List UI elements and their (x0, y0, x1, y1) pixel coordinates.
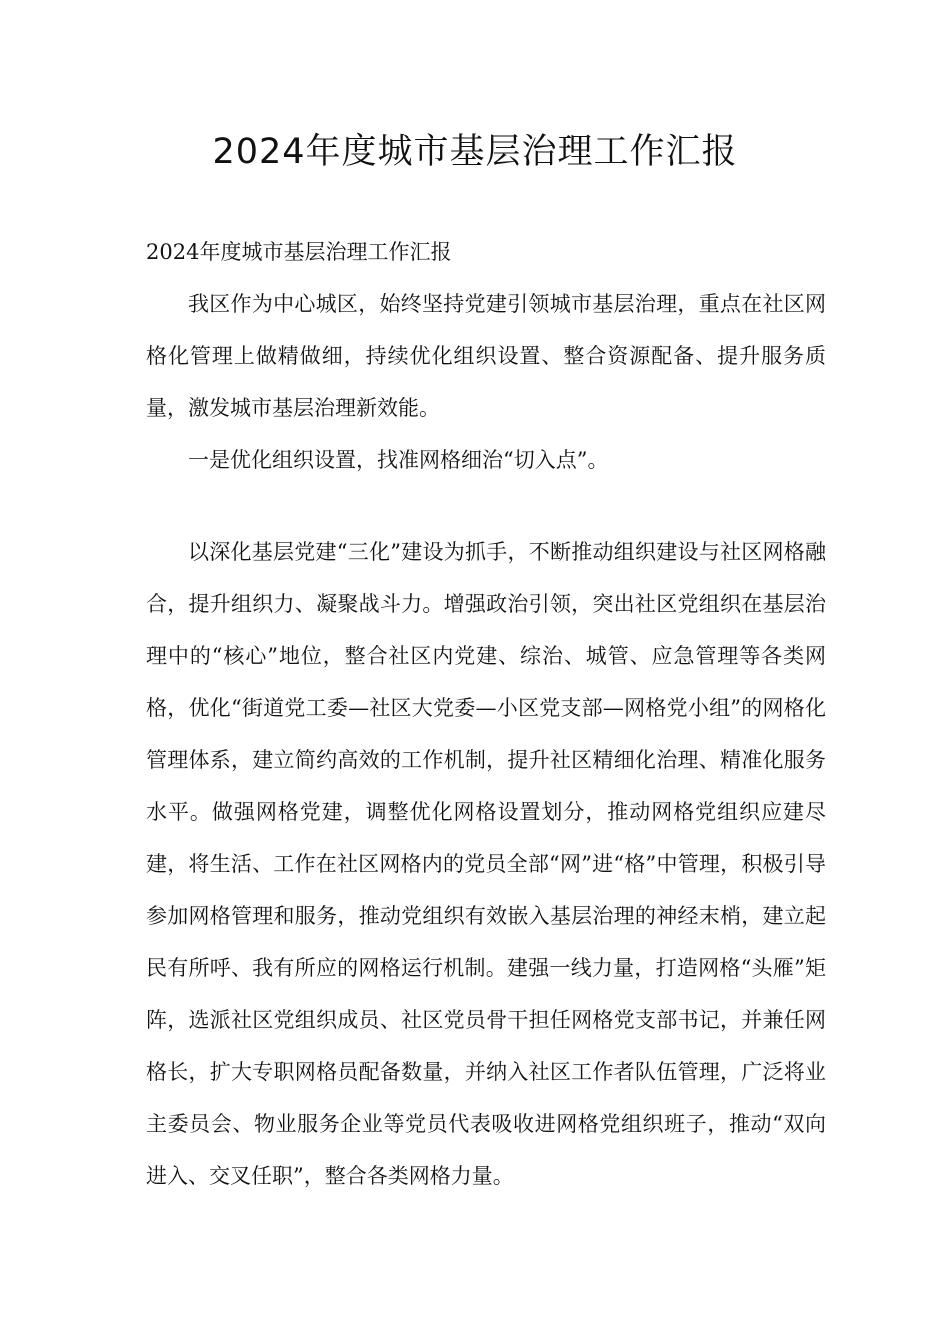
paragraph-section-heading: 一是优化组织设置，找准网格细治“切入点”。 (188, 448, 609, 472)
paragraph-section-body: 以深化基层党建“三化”建设为抓手，不断推动组织建设与社区网格融合，提升组织力、凝聚战斗力。增强政治引领，突出社区党组织在基层治理中的“核心”地位，整合社区内党建、综治、城管、应急管理等各类网格，优化“街道党工委—社区大党委—小区党支部—网格党小组”的网格化管理体系，建立简约高效的工作机制，提升社区精细化治理、精准化服务水平。做强网格党建，调整优化网格设置划分，推动网格党组织应建尽建，将生活、工作在社区网格内的党员全部“网”进“格”中管理，积极引导参加网格管理和服务，推动党组织有效嵌入基层治理的神经末梢，建立起民有所呼、我有所应的网格运行机制。建强一线力量，打造网格“头雁”矩阵，选派社区党组织成员、社区党员骨干担任网格党支部书记，并兼任网格长，扩大专职网格员配备数量，并纳入社区工作者队伍管理，广泛将业主委员会、物业服务企业等党员代表吸收进网格党组织班子，推动“双向进入、交叉任职”，整合各类网格力量。 (146, 540, 826, 1188)
document-subtitle: 2024年度城市基层治理工作汇报 (146, 240, 452, 264)
document-title: 2024年度城市基层治理工作汇报 (212, 132, 738, 172)
paragraph-intro: 我区作为中心城区，始终坚持党建引领城市基层治理，重点在社区网格化管理上做精做细，持续优化组织设置、整合资源配备、提升服务质量，激发城市基层治理新效能。 (146, 292, 826, 420)
